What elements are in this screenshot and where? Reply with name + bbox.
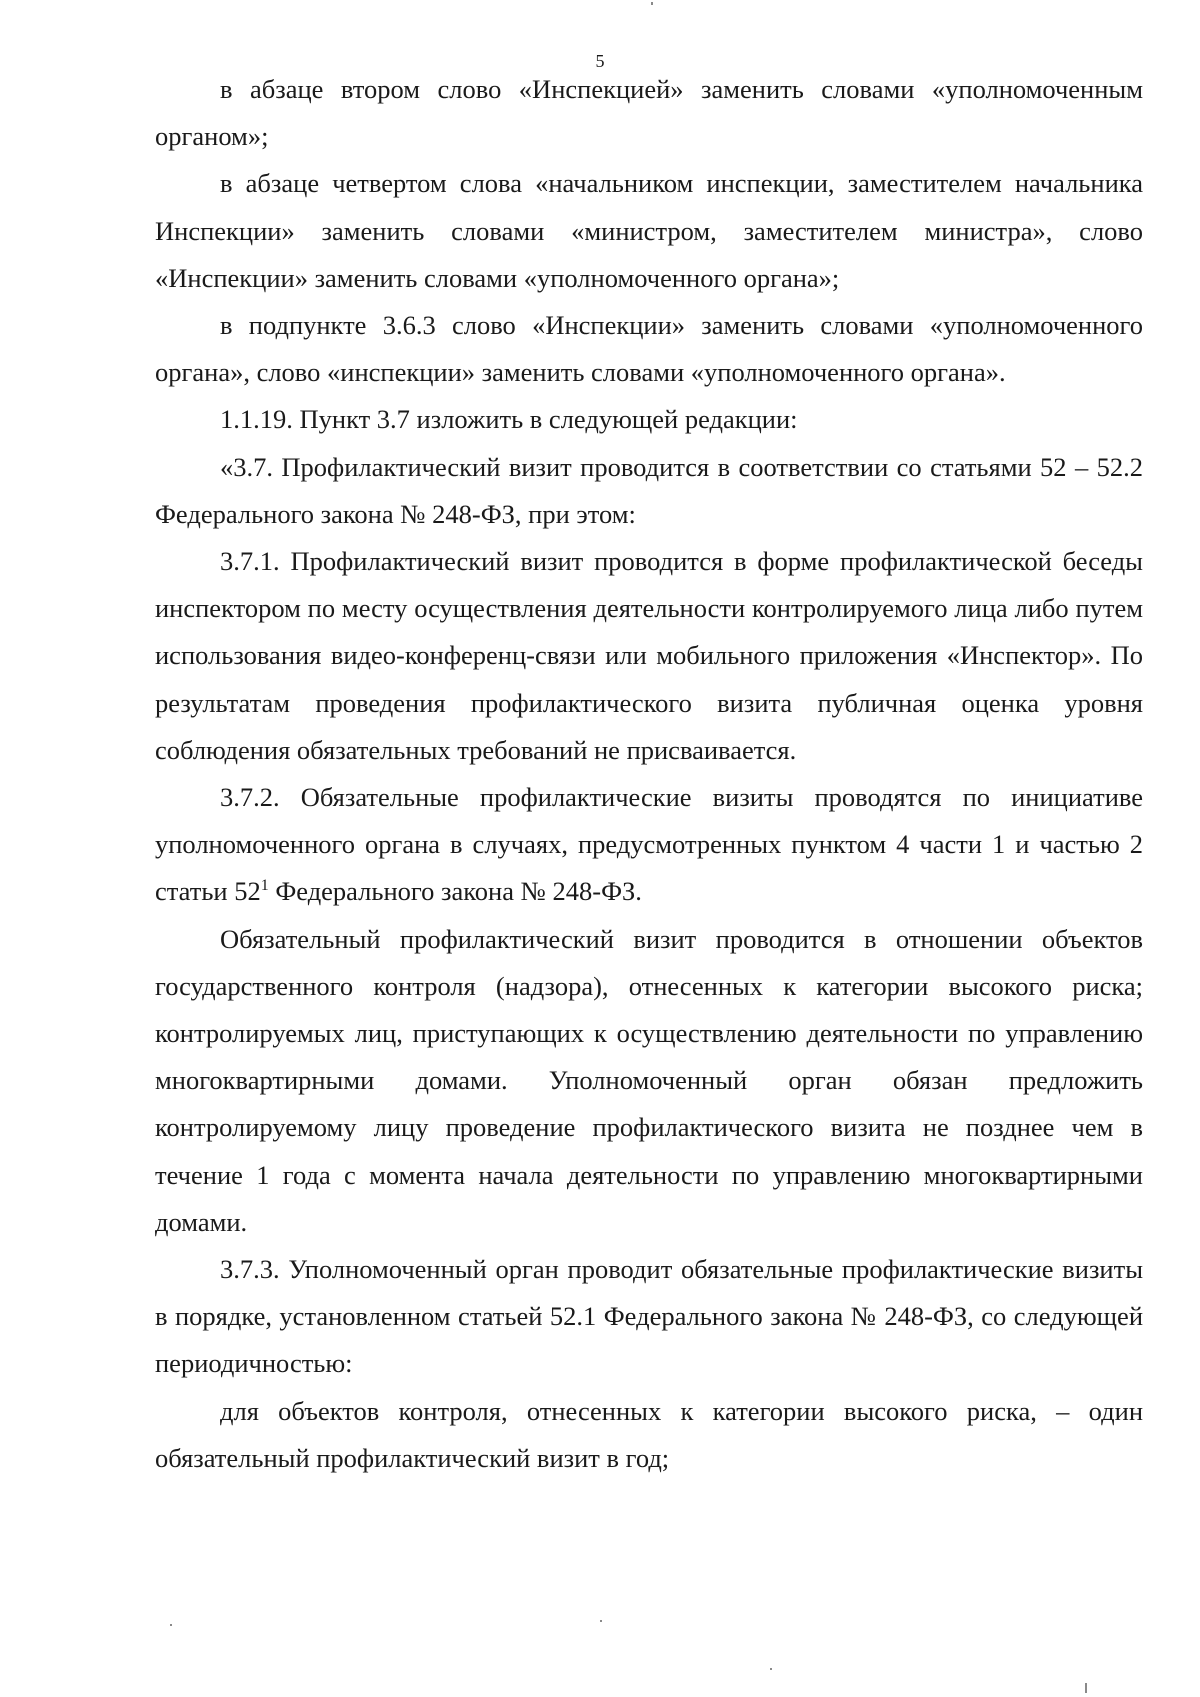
paragraph-text: Федерального закона № 248-ФЗ.: [268, 876, 642, 907]
paragraph-text: 3.7.2. Обязательные профилактические визиты проводятся по инициативе уполномоченного органа в случаях, предусмотренных пунктом 4 части 1 и частью 2 статьи 52: [155, 782, 1143, 907]
paragraph: 1.1.19. Пункт 3.7 изложить в следующей редакции:: [220, 404, 798, 435]
paragraph: в подпункте 3.6.3 слово «Инспекции» заменить словами «уполномоченного органа», слово «инспекции» заменить словами «уполномоченного органа».: [155, 310, 1143, 388]
superscript: 1: [260, 877, 269, 895]
paragraph: «3.7. Профилактический визит проводится в соответствии со статьями 52 – 52.2 Федерального закона № 248-ФЗ, при этом:: [155, 451, 1143, 529]
scan-speck: [770, 1668, 772, 1670]
page-number: 5: [595, 51, 605, 71]
paragraph: в абзаце четвертом слова «начальником инспекции, заместителем начальника Инспекции» заменить словами «министром, заместителем министра», слово «Инспекции» заменить словами «уполномоченного органа»;: [155, 168, 1143, 293]
scan-speck: [170, 1624, 172, 1626]
paragraph: Обязательный профилактический визит проводится в отношении объектов государственного контроля (надзора), отнесенных к категории высокого риска; контролируемых лиц, приступающих к осуществлению деятельности по управлению многоквартирными домами. Уполномоченный орган обязан предложить контролируемому лицу проведение профилактического визита не позднее чем в течение 1 года с момента начала деятельности по управлению многоквартирными домами.: [155, 923, 1143, 1237]
paragraph-3-7-2: [155, 774, 1143, 916]
paragraph: в абзаце втором слово «Инспекцией» заменить словами «уполномоченным органом»;: [155, 74, 1143, 152]
document-body: [155, 66, 1143, 1482]
scan-speck: [651, 2, 653, 5]
paragraph: 3.7.3. Уполномоченный орган проводит обязательные профилактические визиты в порядке, установленном статьей 52.1 Федерального закона № 248-ФЗ, со следующей периодичностью:: [155, 1254, 1143, 1379]
paragraph: для объектов контроля, отнесенных к категории высокого риска, – один обязательный профилактический визит в год;: [155, 1395, 1143, 1473]
scan-speck: [1085, 1683, 1087, 1693]
paragraph: 3.7.1. Профилактический визит проводится в форме профилактической беседы инспектором по месту осуществления деятельности контролируемого лица либо путем использования видео-конференц-связи или мобильного приложения «Инспектор». По результатам проведения профилактического визита публичная оценка уровня соблюдения обязательных требований не присваивается.: [155, 546, 1143, 765]
scan-speck: [600, 1620, 602, 1622]
